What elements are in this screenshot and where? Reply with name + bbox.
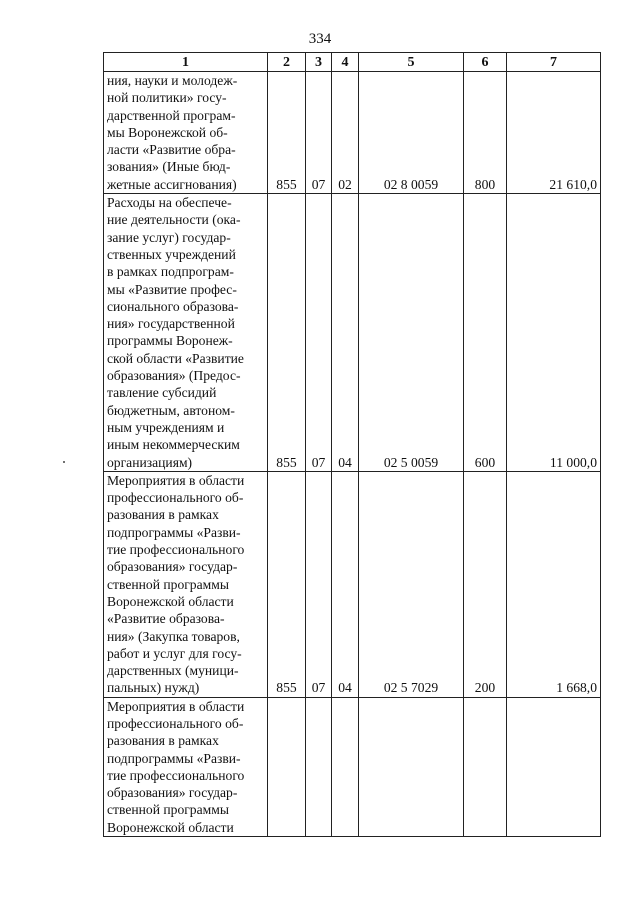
scan-speck xyxy=(63,461,65,463)
description-line: разования в рамках xyxy=(107,733,219,749)
amount-cell: 1 668,0 xyxy=(507,471,601,697)
description-line: зования» (Иные бюд- xyxy=(107,159,231,175)
description-line: ной политики» госу- xyxy=(107,90,227,106)
amount-cell: 21 610,0 xyxy=(507,72,601,194)
department-code-cell: 855 xyxy=(268,471,306,697)
description-line: бюджетным, автоном- xyxy=(107,402,235,418)
header-col-7: 7 xyxy=(507,53,601,72)
description-line: Воронежской области xyxy=(107,819,234,835)
page-number: 334 xyxy=(308,31,332,47)
header-col-5: 5 xyxy=(359,53,464,72)
description-line: Мероприятия в области xyxy=(107,698,245,714)
description-line: Воронежской области xyxy=(107,593,234,609)
description-line: сионального образова- xyxy=(107,298,239,314)
description-line: тавление субсидий xyxy=(107,385,217,401)
section-code-cell: 07 xyxy=(306,72,332,194)
description-cell xyxy=(104,471,268,697)
section-code-cell: 07 xyxy=(306,194,332,472)
description-cell xyxy=(104,194,268,472)
description-line: дарственной програм- xyxy=(107,107,236,123)
description-line: Расходы на обеспече- xyxy=(107,195,232,211)
description-line: образования» государ- xyxy=(107,785,238,801)
description-line: профессионального об- xyxy=(107,490,244,506)
description-line: подпрограммы «Разви- xyxy=(107,524,241,540)
section-code-cell xyxy=(306,697,332,836)
description-line: мы «Развитие профес- xyxy=(107,281,237,297)
amount-cell: 11 000,0 xyxy=(507,194,601,472)
description-line: ственных учреждений xyxy=(107,246,236,262)
description-line: мы Воронежской об- xyxy=(107,124,228,140)
description-line: работ и услуг для госу- xyxy=(107,645,242,661)
header-col-1: 1 xyxy=(104,53,268,72)
description-line: ния» государственной xyxy=(107,316,235,332)
header-col-6: 6 xyxy=(464,53,507,72)
amount-cell xyxy=(507,697,601,836)
table-row xyxy=(104,194,601,472)
description-line: подпрограммы «Разви- xyxy=(107,750,241,766)
description-line: ния» (Закупка товаров, xyxy=(107,628,240,644)
description-line: разования в рамках xyxy=(107,507,219,523)
description-line: дарственных (муници- xyxy=(107,663,239,679)
description-line: тие профессионального xyxy=(107,767,245,783)
description-cell xyxy=(104,697,268,836)
description-line: ния, науки и молодеж- xyxy=(107,73,238,88)
department-code-cell: 855 xyxy=(268,72,306,194)
description-line: образования» государ- xyxy=(107,559,238,575)
description-line: ние деятельности (ока- xyxy=(107,212,241,228)
table-row xyxy=(104,697,601,836)
description-line: жетные ассигнования) xyxy=(107,176,237,192)
expense-type-cell xyxy=(464,697,507,836)
budget-table xyxy=(103,52,601,837)
section-code-cell: 07 xyxy=(306,471,332,697)
description-line: организациям) xyxy=(107,454,193,470)
description-line: тие профессионального xyxy=(107,542,245,558)
description-line: зание услуг) государ- xyxy=(107,229,231,245)
description-line: программы Воронеж- xyxy=(107,333,233,349)
target-article-cell xyxy=(359,697,464,836)
subsection-code-cell: 04 xyxy=(332,194,359,472)
description-line: «Развитие образова- xyxy=(107,611,225,627)
expense-type-cell: 200 xyxy=(464,471,507,697)
target-article-cell: 02 8 0059 xyxy=(359,72,464,194)
description-line: Мероприятия в области xyxy=(107,472,245,488)
description-line: ласти «Развитие обра- xyxy=(107,142,236,158)
table-row xyxy=(104,471,601,697)
header-col-2: 2 xyxy=(268,53,306,72)
header-row xyxy=(104,53,601,72)
description-line: в рамках подпрограм- xyxy=(107,264,234,280)
department-code-cell xyxy=(268,697,306,836)
target-article-cell: 02 5 7029 xyxy=(359,471,464,697)
description-cell xyxy=(104,72,268,194)
description-line: ственной программы xyxy=(107,802,229,818)
subsection-code-cell: 02 xyxy=(332,72,359,194)
department-code-cell: 855 xyxy=(268,194,306,472)
target-article-cell: 02 5 0059 xyxy=(359,194,464,472)
header-col-3: 3 xyxy=(306,53,332,72)
subsection-code-cell xyxy=(332,697,359,836)
header-col-4: 4 xyxy=(332,53,359,72)
expense-type-cell: 800 xyxy=(464,72,507,194)
subsection-code-cell: 04 xyxy=(332,471,359,697)
expense-type-cell: 600 xyxy=(464,194,507,472)
table-row xyxy=(104,72,601,194)
table-body xyxy=(104,72,601,837)
description-line: пальных) нужд) xyxy=(107,680,200,696)
description-line: образования» (Предос- xyxy=(107,368,241,384)
description-line: ской области «Развитие xyxy=(107,350,244,366)
description-line: профессионального об- xyxy=(107,715,244,731)
description-line: ным учреждениям и xyxy=(107,419,225,435)
description-line: иным некоммерческим xyxy=(107,437,240,453)
description-line: ственной программы xyxy=(107,576,229,592)
